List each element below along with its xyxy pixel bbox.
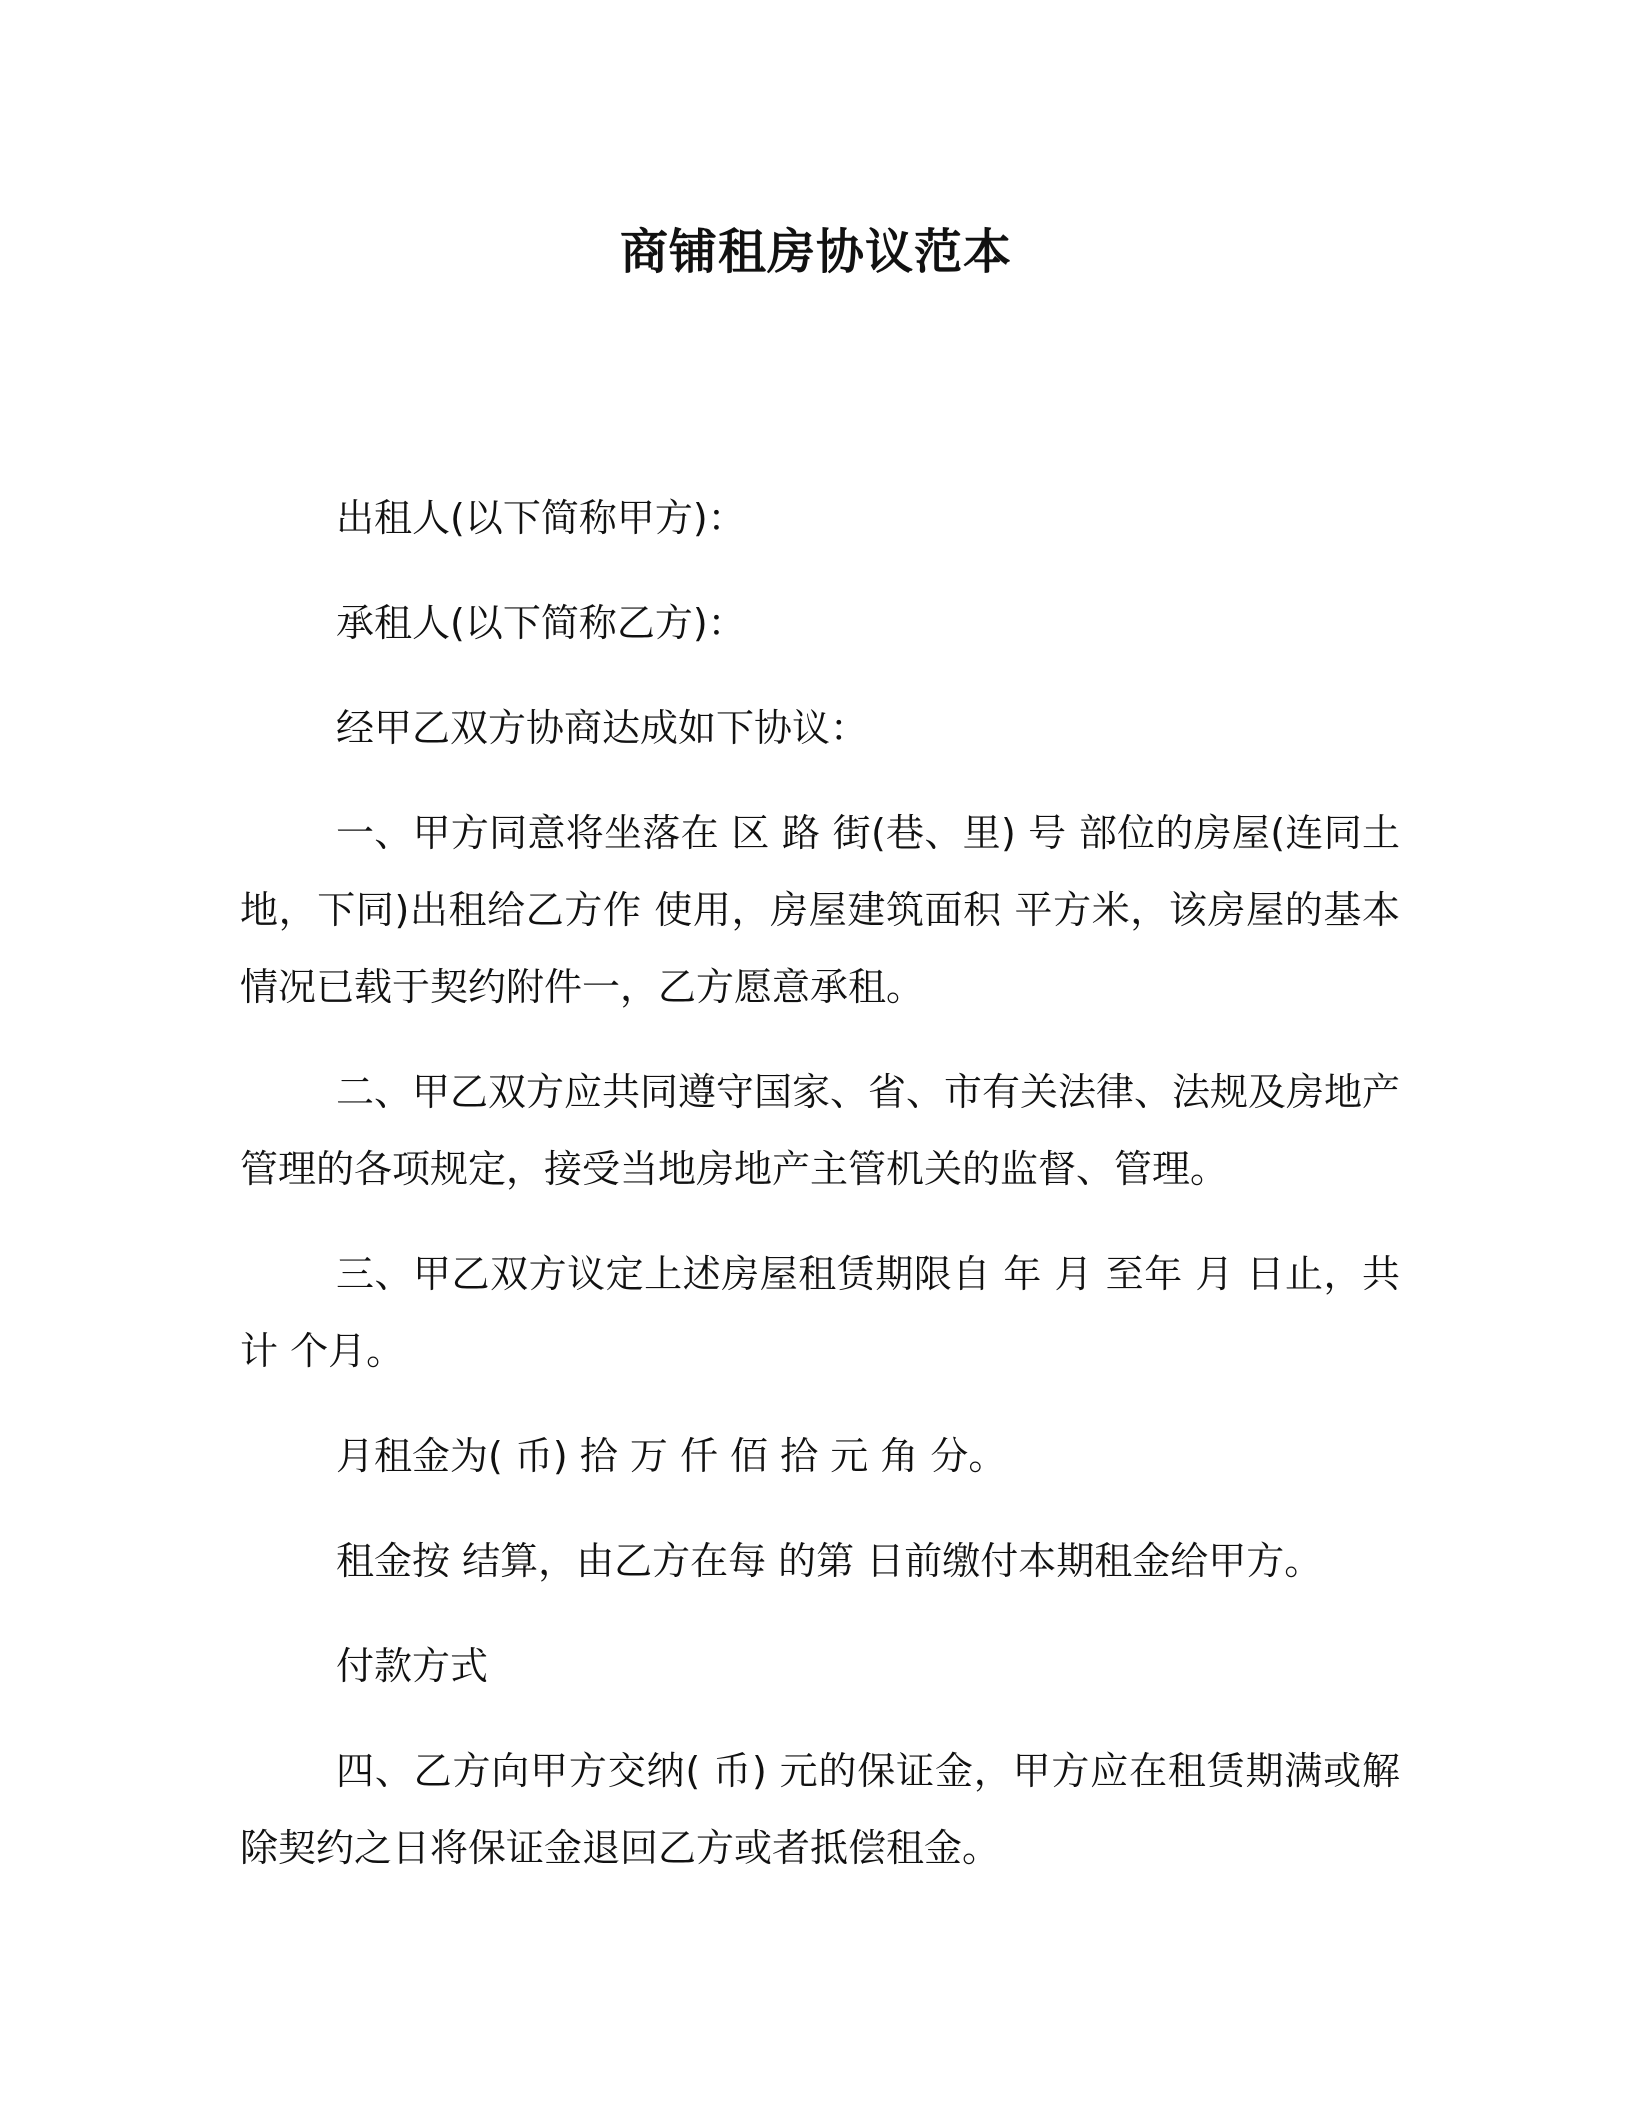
paragraph-payment-method: 付款方式 <box>336 1644 489 1688</box>
paragraph-clause-1: 一、甲方同意将坐落在 区 路 街(巷、里) 号 部位的房屋(连同土地，下同)出租给乙方作 使用，房屋建筑面积 平方米，该房屋的基本情况已载于契约附件一，乙方愿意承租。 <box>240 811 1400 1009</box>
paragraph-monthly-rent: 月租金为( 币) 拾 万 仟 佰 拾 元 角 分。 <box>336 1434 1007 1478</box>
paragraph-clause-3: 三、甲乙双方议定上述房屋租赁期限自 年 月 至年 月 日止，共计 个月。 <box>240 1252 1400 1373</box>
paragraph-agreement-intro: 经甲乙双方协商达成如下协议： <box>336 706 869 750</box>
paragraph-lessee: 承租人(以下简称乙方)： <box>336 601 746 645</box>
paragraph-clause-2: 二、甲乙双方应共同遵守国家、省、市有关法律、法规及房地产管理的各项规定，接受当地房地产主管机关的监督、管理。 <box>240 1070 1401 1191</box>
paragraph-clause-4: 四、乙方向甲方交纳( 币) 元的保证金，甲方应在租赁期满或解除契约之日将保证金退回乙方或者抵偿租金。 <box>240 1749 1400 1870</box>
document-body <box>240 480 1400 1915</box>
paragraph-lessor: 出租人(以下简称甲方)： <box>336 496 746 540</box>
paragraph-rent-settlement: 租金按 结算，由乙方在每 的第 日前缴付本期租金给甲方。 <box>336 1539 1323 1583</box>
document-title: 商铺租房协议范本 <box>619 224 1012 280</box>
